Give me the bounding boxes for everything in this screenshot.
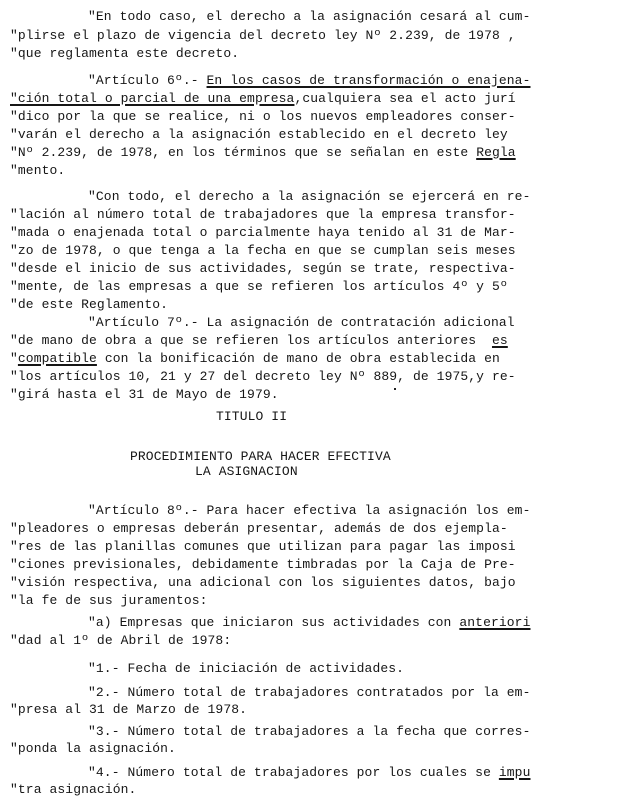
article-6-line: "dico por la que se realice, ni o los nuevos empleadores conser- (10, 109, 516, 124)
paragraph-line: "mada o enajenada total o parcialmente haya tenido al 31 de Mar- (10, 225, 516, 240)
article-6-line (10, 146, 516, 160)
article-8-line: "pleadores o empresas deberán presentar, además de dos ejempla- (10, 521, 508, 536)
article-8-line: "ciones previsionales, debidamente timbradas por la Caja de Pre- (10, 557, 516, 572)
section-heading: LA ASIGNACION (195, 464, 298, 479)
underlined-text: En los casos de transformación o enajena- (206, 73, 531, 88)
underlined-text: impu (498, 765, 531, 780)
line-text: "a) Empresas que iniciaron sus actividades con (88, 615, 460, 630)
article-6-line: "varán el derecho a la asignación establecido en el decreto ley (10, 127, 508, 142)
article-6-heading: "Artículo 6º.- (88, 73, 207, 88)
underlined-text: Regla (476, 145, 516, 160)
article-8-line: "res de las planillas comunes que utilizan para pagar las imposi (10, 539, 516, 554)
section-title: TITULO II (216, 409, 288, 424)
underlined-text: anteriori (459, 615, 531, 630)
article-7-line: "Artículo 7º.- La asignación de contratación adicional (88, 315, 515, 330)
paragraph-line: "zo de 1978, o que tenga a la fecha en que se cumplan seis meses (10, 243, 516, 258)
paragraph-line: "Con todo, el derecho a la asignación se ejercerá en re- (88, 189, 531, 204)
line-text: " (10, 351, 18, 366)
line-text: "4.- Número total de trabajadores por los cuales se (88, 765, 499, 780)
article-6-line (88, 74, 530, 88)
list-item: "1.- Fecha de iniciación de actividades. (88, 661, 405, 676)
paragraph-line: "que reglamenta este decreto. (10, 46, 240, 61)
list-item: "dad al 1º de Abril de 1978: (10, 633, 232, 648)
list-item: "2.- Número total de trabajadores contratados por la em- (88, 685, 531, 700)
line-text: "de mano de obra a que se refieren los artículos anteriores (10, 333, 492, 348)
list-item: "ponda la asignación. (10, 741, 176, 756)
article-6-line (10, 92, 516, 106)
article-8-line: "Artículo 8º.- Para hacer efectiva la asignación los em- (88, 503, 531, 518)
article-6-line: "mento. (10, 163, 66, 178)
article-7-line (10, 352, 500, 366)
list-item (88, 616, 530, 630)
list-item: "presa al 31 de Marzo de 1978. (10, 702, 248, 717)
paragraph-line: "En todo caso, el derecho a la asignación cesará al cum- (88, 9, 531, 24)
list-item (88, 766, 530, 780)
line-text: "Nº 2.239, de 1978, en los términos que se señalan en este (10, 145, 477, 160)
paragraph-line: "plirse el plazo de vigencia del decreto ley Nº 2.239, de 1978 , (10, 28, 516, 43)
article-7-line: "los artículos 10, 21 y 27 del decreto ley Nº 889, de 1975,y re- (10, 369, 516, 384)
paragraph-line: "de este Reglamento. (10, 297, 169, 312)
line-text: con la bonificación de mano de obra establecida en (96, 351, 500, 366)
list-item: "tra asignación. (10, 782, 137, 797)
underlined-text: compatible (17, 351, 97, 366)
list-item: "3.- Número total de trabajadores a la fecha que corres- (88, 724, 531, 739)
paragraph-line: "lación al número total de trabajadores que la empresa transfor- (10, 207, 516, 222)
underlined-text: "ción total o parcial de una empresa (10, 91, 295, 106)
paragraph-line: "desde el inicio de sus actividades, según se trate, respectiva- (10, 261, 516, 276)
paragraph-line: "mente, de las empresas a que se refieren los artículos 4º y 5º (10, 279, 508, 294)
article-8-line: "visión respectiva, una adicional con los siguientes datos, bajo (10, 575, 516, 590)
underlined-text: es (491, 333, 508, 348)
article-8-line: "la fe de sus juramentos: (10, 593, 208, 608)
section-heading: PROCEDIMIENTO PARA HACER EFECTIVA (130, 449, 391, 464)
line-text: ,cualquiera sea el acto jurí (294, 91, 516, 106)
article-7-line: "girá hasta el 31 de Mayo de 1979. (10, 387, 279, 402)
scan-artifact (394, 388, 396, 390)
article-7-line (10, 334, 508, 348)
